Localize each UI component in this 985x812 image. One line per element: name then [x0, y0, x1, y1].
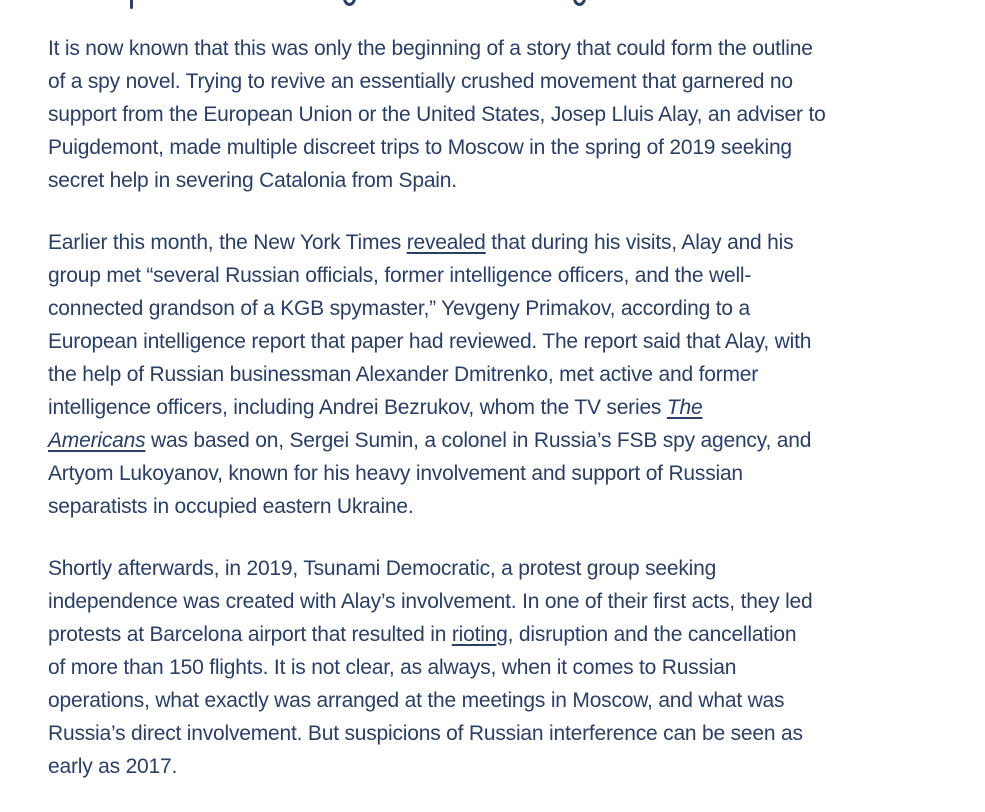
- text-segment: protests at Barcelona airport that resulted in: [48, 623, 452, 646]
- the-americans-link[interactable]: Americans: [48, 429, 146, 452]
- text-line: [48, 490, 963, 523]
- text-segment: Russia’s direct involvement. But suspicions of Russian interference can be seen as: [48, 722, 803, 745]
- text-line: [48, 651, 963, 684]
- text-segment: intelligence officers, including Andrei Bezrukov, whom the TV series: [48, 396, 667, 419]
- paragraph-2: [48, 226, 963, 523]
- text-line: [48, 457, 963, 490]
- paragraph-3: [48, 552, 963, 783]
- revealed-link[interactable]: revealed: [406, 231, 486, 254]
- the-americans-link[interactable]: The: [666, 396, 703, 419]
- text-line: [48, 391, 963, 424]
- text-line: [48, 98, 963, 131]
- rioting-link[interactable]: rioting: [451, 623, 508, 646]
- text-line: [48, 65, 963, 98]
- text-segment: of a spy novel. Trying to revive an essentially crushed movement that garnered no: [48, 70, 793, 93]
- text-segment: was based on, Sergei Sumin, a colonel in Russia’s FSB spy agency, and: [145, 429, 812, 452]
- text-segment: secret help in severing Catalonia from Spain.: [48, 169, 457, 192]
- text-line: [48, 424, 963, 457]
- text-segment: Puigdemont, made multiple discreet trips to Moscow in the spring of 2019 seeking: [48, 136, 792, 159]
- text-segment: , disruption and the cancellation: [507, 623, 797, 646]
- text-line: [48, 226, 963, 259]
- text-segment: group met “several Russian officials, former intelligence officers, and the well-: [48, 264, 752, 287]
- text-segment: European intelligence report that paper had reviewed. The report said that Alay, with: [48, 330, 812, 353]
- text-segment: that during his visits, Alay and his: [485, 231, 794, 254]
- text-line: [48, 585, 963, 618]
- text-line: [48, 325, 963, 358]
- text-line: [48, 292, 963, 325]
- text-line: [48, 717, 963, 750]
- text-line: [48, 164, 963, 197]
- text-segment: Earlier this month, the New York Times: [48, 231, 407, 254]
- text-segment: It is now known that this was only the beginning of a story that could form the outline: [48, 37, 813, 60]
- text-line: [48, 684, 963, 717]
- text-segment: independence was created with Alay’s involvement. In one of their first acts, they led: [48, 590, 813, 613]
- text-segment: of more than 150 flights. It is not clear, as always, when it comes to Russian: [48, 656, 737, 679]
- article-body: [48, 0, 963, 812]
- text-segment: Artyom Lukoyanov, known for his heavy involvement and support of Russian: [48, 462, 743, 485]
- text-segment: early as 2017.: [48, 755, 178, 778]
- text-segment: connected grandson of a KGB spymaster,” Yevgeny Primakov, according to a: [48, 297, 750, 320]
- text-line: [48, 552, 963, 585]
- paragraph-1: [48, 32, 963, 197]
- text-segment: operations, what exactly was arranged at the meetings in Moscow, and what was: [48, 689, 785, 712]
- text-line: [48, 259, 963, 292]
- text-line: [48, 358, 963, 391]
- text-segment: Shortly afterwards, in 2019, Tsunami Democratic, a protest group seeking: [48, 557, 717, 580]
- text-line: [48, 131, 963, 164]
- text-segment: support from the European Union or the United States, Josep Lluis Alay, an adviser to: [48, 103, 826, 126]
- text-segment: the help of Russian businessman Alexander Dmitrenko, met active and former: [48, 363, 759, 386]
- text-line: [48, 618, 963, 651]
- text-segment: separatists in occupied eastern Ukraine.: [48, 495, 414, 518]
- text-line: [48, 32, 963, 65]
- text-line: [48, 750, 963, 783]
